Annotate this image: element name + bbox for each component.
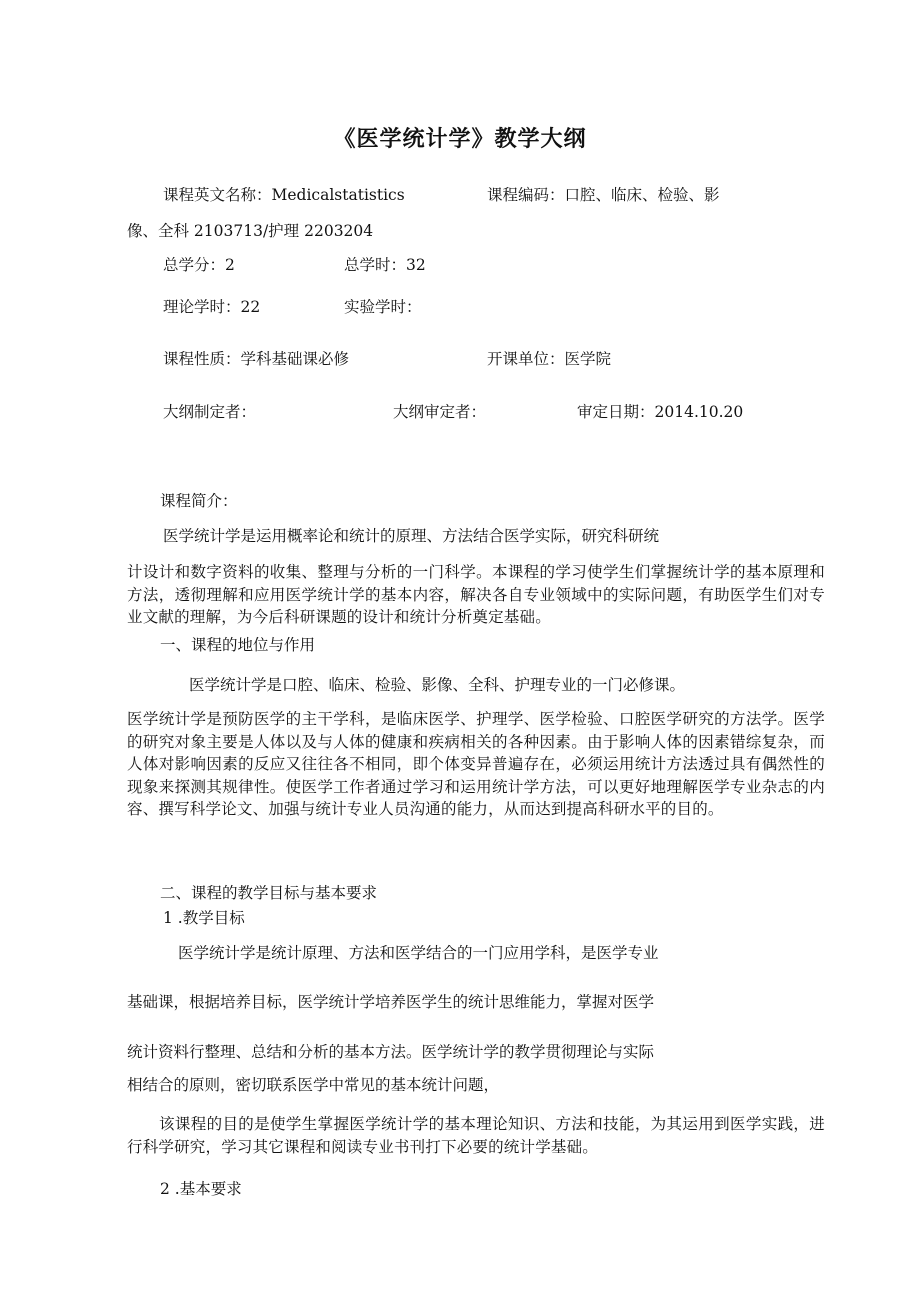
- teaching-goal-heading: 1 .教学目标: [163, 909, 245, 927]
- syllabus-reviewer: 大纲审定者：: [393, 403, 487, 421]
- basic-requirements-heading: 2 .基本要求: [160, 1180, 242, 1198]
- department: 开课单位：医学院: [487, 350, 612, 368]
- goal-line-1: 医学统计学是统计原理、方法和医学结合的一门应用学科，是医学专业: [178, 944, 659, 962]
- lab-hours: 实验学时：: [344, 298, 422, 316]
- intro-paragraph: 计设计和数字资料的收集、整理与分析的一门科学。本课程的学习使学生们掌握统计学的基本原理和方法，透彻理解和应用医学统计学的基本内容，解决各自专业领域中的实际问题，有助医学生们对专业文献的理解，为今后科研课题的设计和统计分析奠定基础。: [127, 563, 825, 626]
- section1-heading: 一、课程的地位与作用: [160, 636, 316, 654]
- section1-line: 医学统计学是口腔、临床、检验、影像、全科、护理专业的一门必修课。: [189, 676, 686, 694]
- english-name: 课程英文名称：Medicalstatistics: [163, 186, 405, 204]
- goal-line-4: 相结合的原则，密切联系医学中常见的基本统计问题，: [127, 1076, 500, 1094]
- intro-line: 医学统计学是运用概率论和统计的原理、方法结合医学实际，研究科研统: [163, 527, 660, 545]
- page-title: 《医学统计学》教学大纲: [333, 127, 587, 152]
- total-credits: 总学分：2: [163, 256, 235, 274]
- course-code-continued: 像、全科 2103713/护理 2203204: [127, 222, 374, 240]
- intro-heading: 课程简介：: [160, 492, 238, 510]
- theory-hours: 理论学时：22: [163, 298, 261, 316]
- syllabus-author: 大纲制定者：: [163, 403, 257, 421]
- goal-line-2: 基础课，根据培养目标，医学统计学培养医学生的统计思维能力，掌握对医学: [127, 993, 655, 1011]
- goal-paragraph: 该课程的目的是使学生掌握医学统计学的基本理论知识、方法和技能，为其运用到医学实践，进行科学研究，学习其它课程和阅读专业书刊打下必要的统计学基础。: [127, 1115, 825, 1156]
- section2-heading: 二、课程的教学目标与基本要求: [160, 884, 378, 902]
- goal-line-3: 统计资料行整理、总结和分析的基本方法。医学统计学的教学贯彻理论与实际: [127, 1043, 655, 1061]
- total-hours: 总学时：32: [344, 256, 426, 274]
- section1-paragraph: 医学统计学是预防医学的主干学科，是临床医学、护理学、医学检验、口腔医学研究的方法学。医学的研究对象主要是人体以及与人体的健康和疾病相关的各种因素。由于影响人体的因素错综复杂，而人体对影响因素的反应又往往各不相同，即个体变异普遍存在，必须运用统计方法透过具有偶然性的现象来探测其规律性。使医学工作者通过学习和运用统计学方法，可以更好地理解医学专业杂志的内容、撰写科学论文、加强与统计专业人员沟通的能力，从而达到提高科研水平的目的。: [127, 710, 825, 818]
- course-nature: 课程性质：学科基础课必修: [163, 350, 350, 368]
- course-code: 课程编码：口腔、临床、检验、影: [487, 186, 720, 204]
- review-date: 审定日期：2014.10.20: [577, 403, 744, 421]
